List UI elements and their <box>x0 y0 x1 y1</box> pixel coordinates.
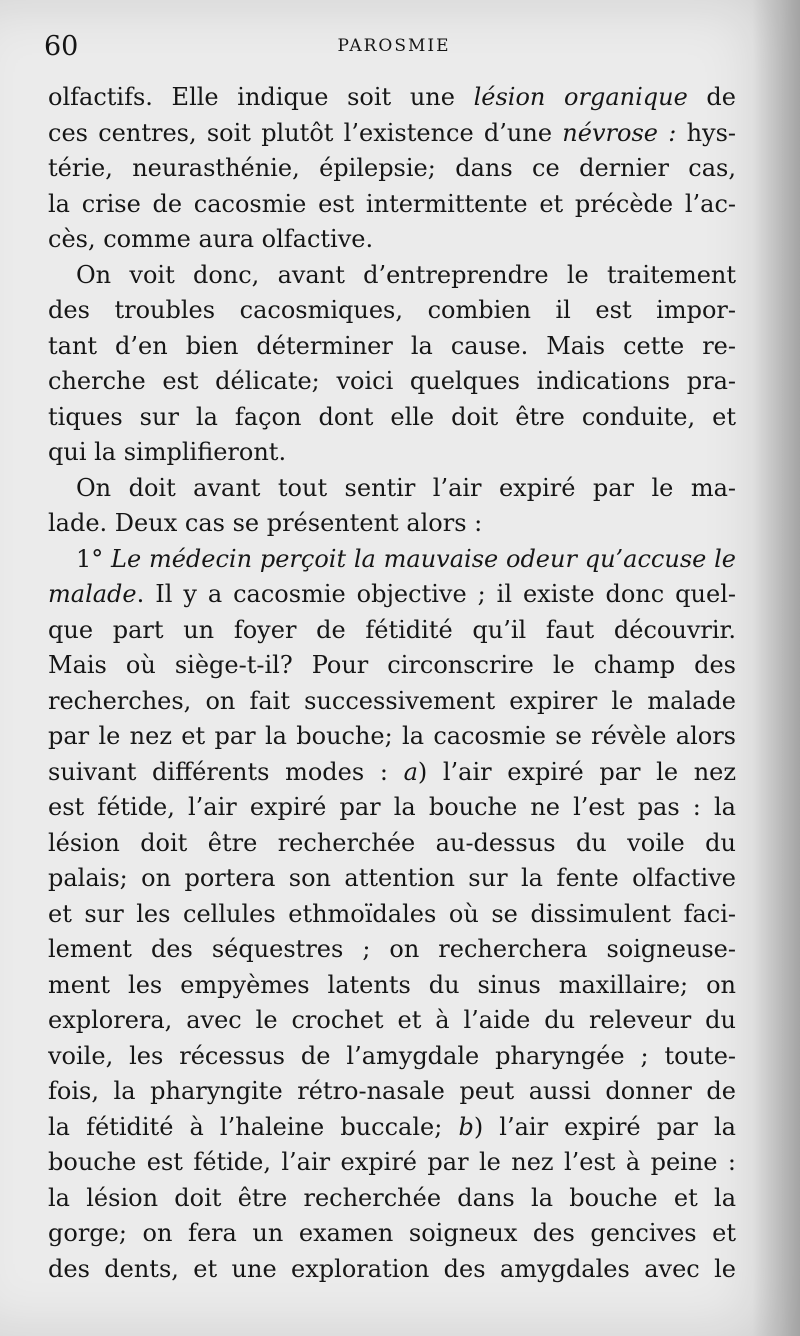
text-run: térie, neurasthénie, épilepsie; dans ce dernier cas, <box>48 154 736 182</box>
text-line <box>48 790 736 826</box>
text-run: de <box>687 83 736 111</box>
text-line <box>48 719 736 755</box>
text-run: lement des séquestres ; on recherchera soigneuse- <box>48 935 736 963</box>
text-run: cherche est délicate; voici quelques indications pra- <box>48 367 736 395</box>
text-line <box>48 329 736 365</box>
text-run: . Il y a cacosmie objective ; il existe donc quel- <box>136 580 736 608</box>
text-line <box>48 648 736 684</box>
text-run: ) l’air expiré par le nez <box>417 757 736 786</box>
text-line <box>48 116 736 152</box>
text-run: la fétidité à l’haleine buccale; <box>48 1112 459 1141</box>
text-line <box>48 506 736 542</box>
text-run: ment les empyèmes latents du sinus maxillaire; on <box>48 970 736 999</box>
text-run: qui la simplifieront. <box>48 438 287 466</box>
text-line <box>48 1145 736 1181</box>
text-line <box>48 1039 736 1075</box>
text-line <box>48 1110 736 1146</box>
text-line <box>48 861 736 897</box>
running-head <box>44 30 744 70</box>
text-run: cès, comme aura olfactive. <box>48 225 374 253</box>
text-line <box>48 1003 736 1039</box>
running-title: PAROSMIE <box>337 36 451 56</box>
italic-text: névrose : <box>562 118 677 147</box>
text-line <box>48 222 736 258</box>
text-run: suivant différents modes : <box>48 757 404 786</box>
text-run: lésion doit être recherchée au-dessus du voile du <box>48 828 736 857</box>
body-text <box>48 80 736 1287</box>
text-run: recherches, on fait successivement expirer le malade <box>48 686 736 715</box>
text-run: que part un foyer de fétidité qu’il faut découvrir. <box>48 615 736 644</box>
italic-text: a <box>403 757 418 786</box>
text-line <box>48 151 736 187</box>
text-line <box>48 400 736 436</box>
text-run: palais; on portera son attention sur la fente olfactive <box>48 864 736 892</box>
text-run: est fétide, l’air expiré par la bouche ne l’est pas : la <box>48 793 736 821</box>
italic-text: malade <box>48 580 137 608</box>
text-run: gorge; on fera un examen soigneux des gencives et <box>48 1219 736 1247</box>
italic-text: lésion organique <box>473 83 688 111</box>
text-line <box>48 932 736 968</box>
text-line <box>48 755 736 791</box>
text-line <box>48 258 736 294</box>
text-run: ) l’air expiré par la <box>473 1112 736 1141</box>
text-run: 1° <box>76 544 112 573</box>
text-line <box>48 613 736 649</box>
text-run: des troubles cacosmiques, combien il est impor- <box>48 296 736 324</box>
text-run: explorera, avec le crochet et à l’aide du releveur du <box>48 1006 736 1034</box>
text-line <box>48 826 736 862</box>
text-line <box>48 542 736 578</box>
text-run: et sur les cellules ethmoïdales où se dissimulent faci- <box>48 899 736 928</box>
text-run: hys- <box>676 118 736 147</box>
text-run: voile, les récessus de l’amygdale pharyngée ; toute- <box>48 1041 736 1070</box>
text-run: On voit donc, avant d’entreprendre le traitement <box>76 260 736 289</box>
text-run: fois, la pharyngite rétro-nasale peut aussi donner de <box>48 1077 736 1105</box>
italic-text: b <box>458 1112 474 1141</box>
text-line <box>48 471 736 507</box>
text-run: bouche est fétide, l’air expiré par le nez l’est à peine : <box>48 1148 736 1176</box>
text-line <box>48 435 736 471</box>
text-line <box>48 1074 736 1110</box>
page-edge-shadow <box>752 0 800 1336</box>
text-run: ces centres, soit plutôt l’existence d’une <box>48 118 563 147</box>
text-line <box>48 577 736 613</box>
text-line <box>48 968 736 1004</box>
italic-text: Le médecin perçoit la mauvaise odeur qu’accuse le <box>111 544 736 573</box>
text-run: des dents, et une exploration des amygdales avec le <box>48 1254 736 1283</box>
text-run: On doit avant tout sentir l’air expiré par le ma- <box>76 473 736 502</box>
page-number: 60 <box>44 31 79 62</box>
text-line <box>48 1181 736 1217</box>
text-line <box>48 897 736 933</box>
text-run: la lésion doit être recherchée dans la bouche et la <box>48 1183 736 1212</box>
text-run: par le nez et par la bouche; la cacosmie se révèle alors <box>48 722 736 750</box>
text-line <box>48 293 736 329</box>
text-run: olfactifs. Elle indique soit une <box>48 83 474 111</box>
text-run: la crise de cacosmie est intermittente et précède l’ac- <box>48 189 736 218</box>
text-line <box>48 1252 736 1288</box>
text-line <box>48 364 736 400</box>
text-line <box>48 187 736 223</box>
text-run: tiques sur la façon dont elle doit être conduite, et <box>48 402 736 431</box>
text-run: Mais où siège-t-il? Pour circonscrire le champ des <box>48 651 736 679</box>
text-run: lade. Deux cas se présentent alors : <box>48 509 483 537</box>
text-line <box>48 80 736 116</box>
text-line <box>48 1216 736 1252</box>
text-run: tant d’en bien déterminer la cause. Mais cette re- <box>48 331 736 360</box>
text-line <box>48 684 736 720</box>
